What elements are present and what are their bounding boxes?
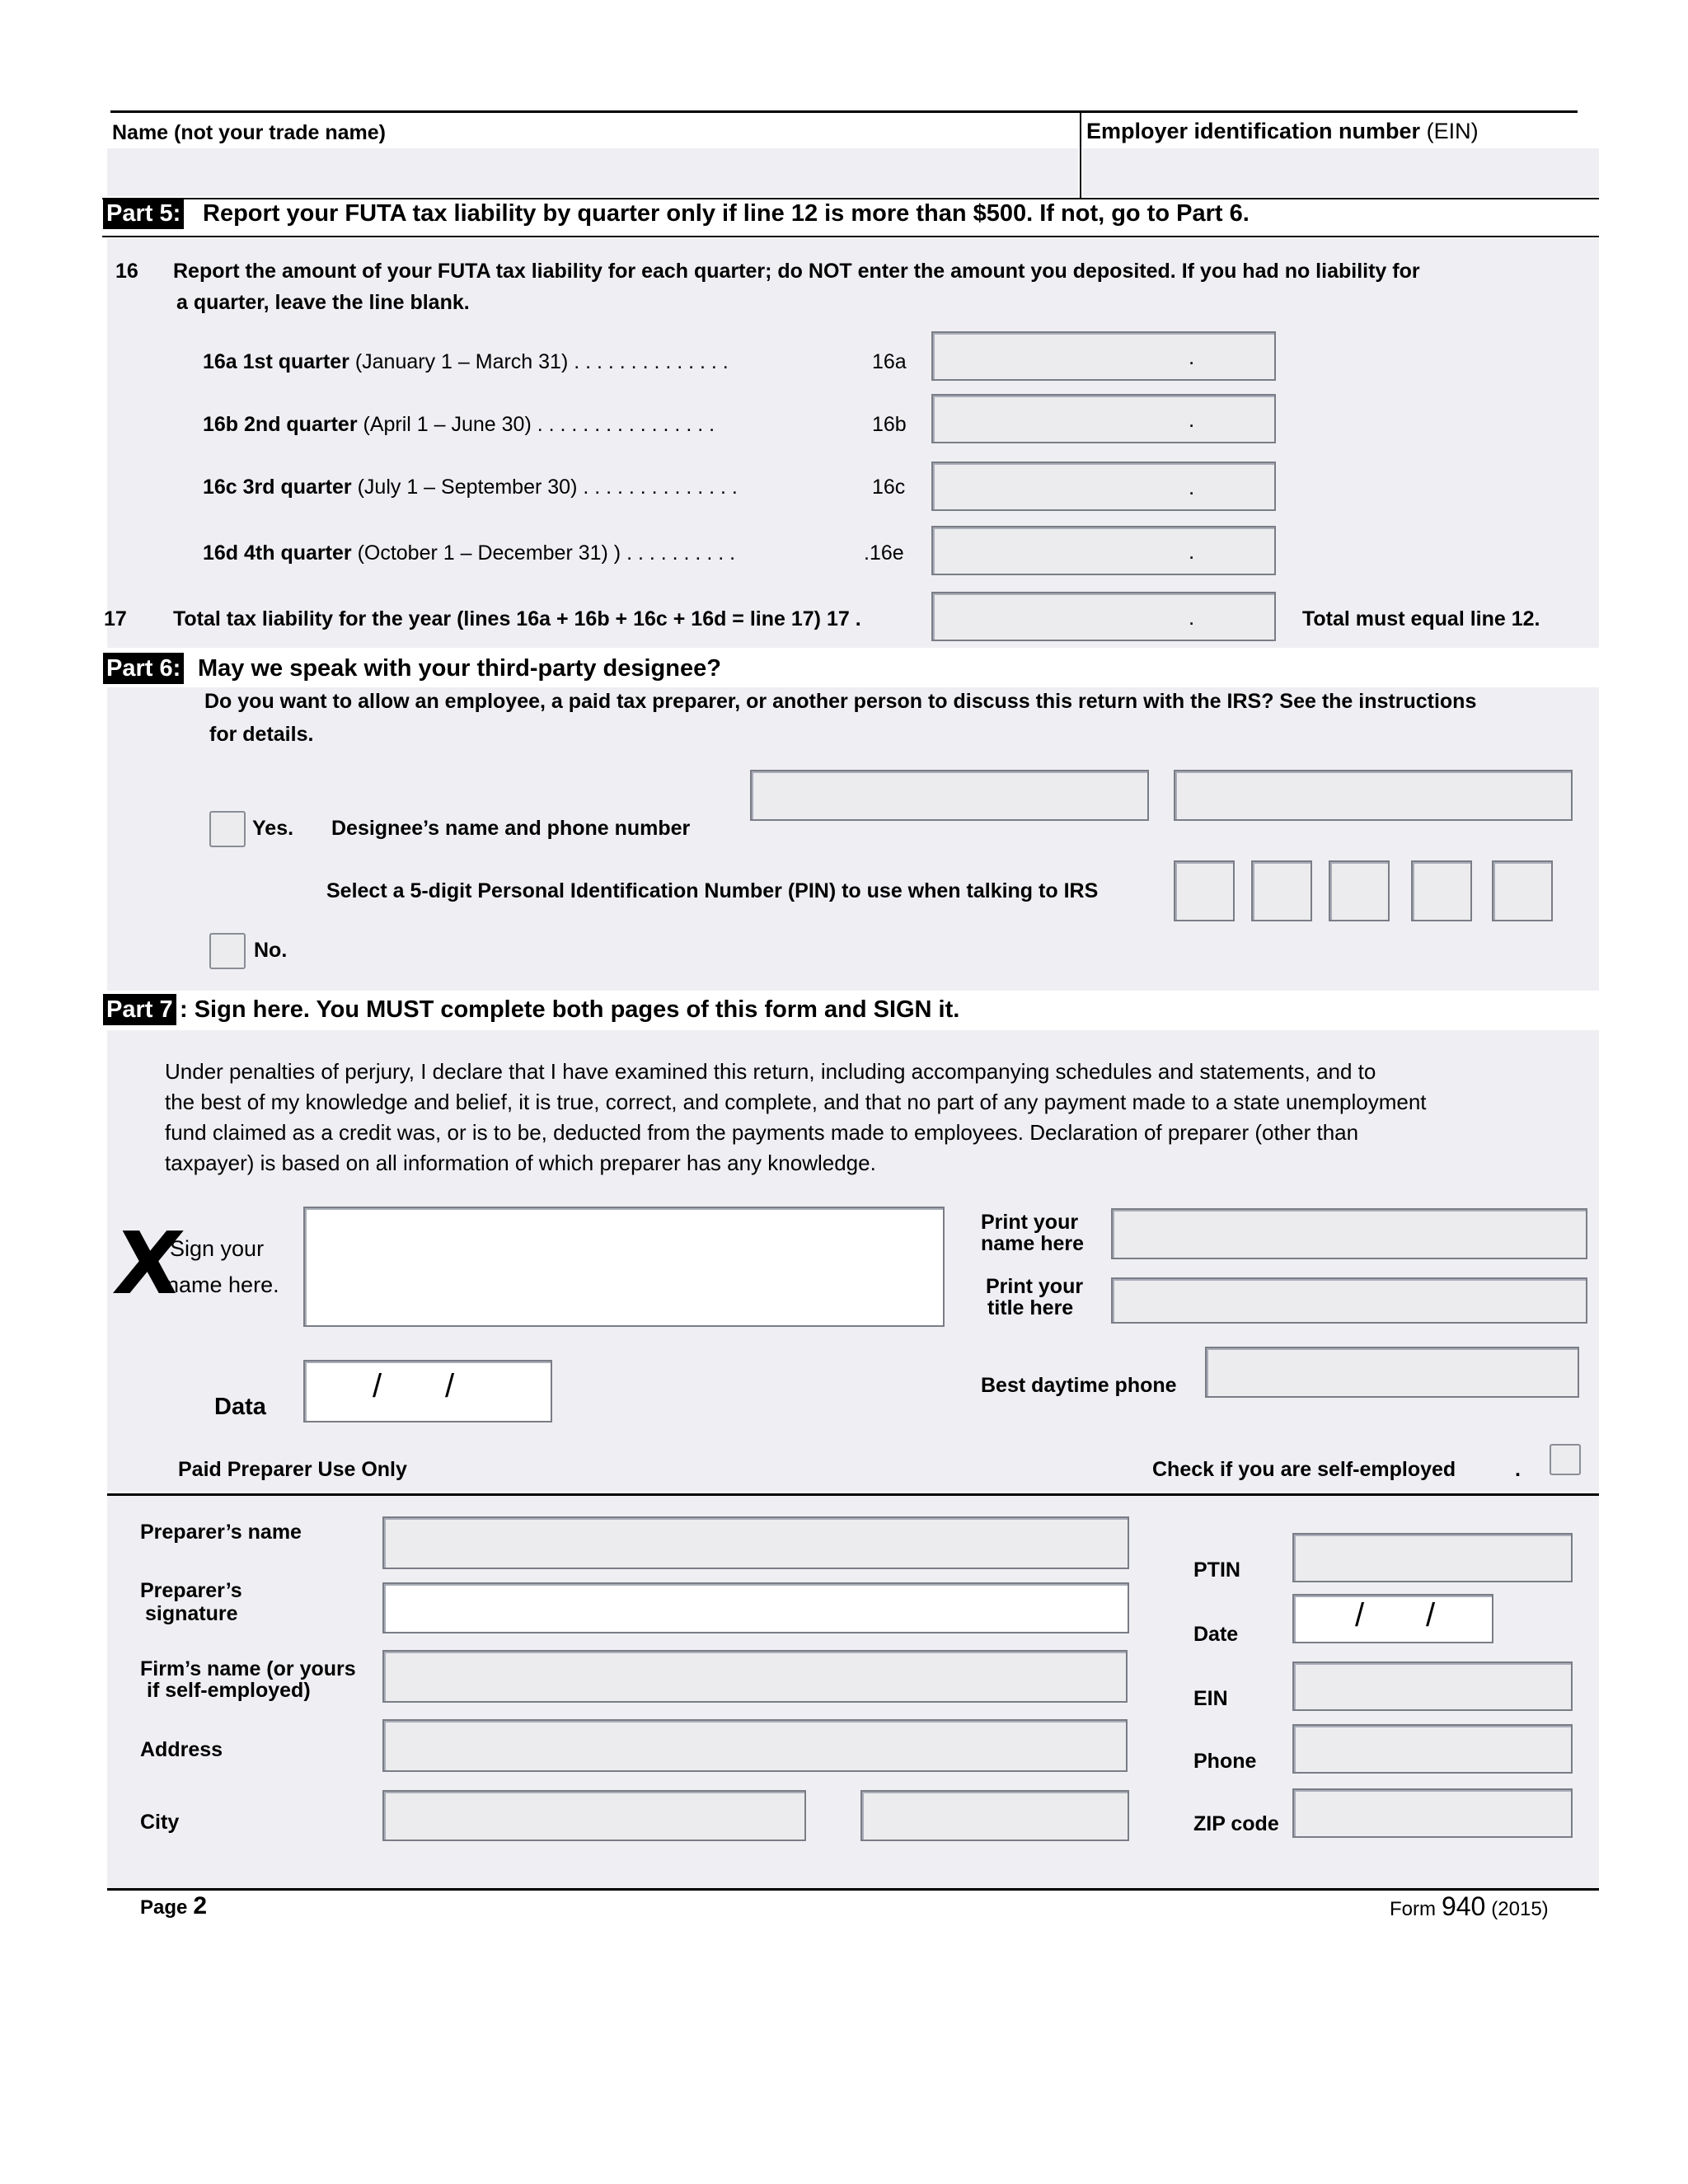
- preparer-phone-field[interactable]: [1292, 1724, 1573, 1774]
- perjury-line-3: fund claimed as a credit was, or is to be, deducted from the payments made to employees. Declaration of preparer (other than: [165, 1120, 1359, 1145]
- page-num: 2: [193, 1892, 208, 1919]
- state-field[interactable]: [860, 1790, 1129, 1841]
- q3-range: (July 1 – September 30) . . . . . . . . . . . . . .: [357, 476, 738, 499]
- preparer-date-slash-2: /: [1426, 1597, 1436, 1633]
- preparer-phone-label: Phone: [1193, 1750, 1257, 1773]
- designee-label: Designee’s name and phone number: [331, 817, 691, 840]
- paid-preparer-label: Paid Preparer Use Only: [178, 1458, 407, 1481]
- date-slash-2: /: [445, 1368, 455, 1404]
- preparer-ein-label: EIN: [1193, 1687, 1228, 1710]
- q2-row: [203, 412, 715, 437]
- preparer-ein-field[interactable]: [1292, 1661, 1573, 1711]
- page-number: [140, 1894, 207, 1920]
- best-phone-label: Best daytime phone: [981, 1374, 1177, 1397]
- signature-box[interactable]: [303, 1207, 945, 1327]
- line17-amount-field[interactable]: [931, 592, 1276, 641]
- preparer-date-field[interactable]: [1292, 1594, 1493, 1643]
- pin-label: Select a 5-digit Personal Identification Number (PIN) to use when talking to IRS: [326, 879, 1099, 902]
- sign-label-2: name here.: [166, 1272, 279, 1297]
- q4-decimal: .: [1189, 539, 1195, 564]
- q1-range: (January 1 – March 31) . . . . . . . . . . . . . .: [354, 350, 729, 373]
- q3-row: [203, 475, 738, 499]
- q2-code: 16b: [872, 413, 907, 436]
- preparer-sig-label-2: signature: [145, 1602, 238, 1625]
- pin-digit-1[interactable]: [1174, 860, 1235, 921]
- part5-label: Part 5:: [103, 198, 184, 229]
- no-checkbox[interactable]: [209, 933, 246, 969]
- name-field-shade[interactable]: [107, 148, 1078, 196]
- preparer-date-label: Date: [1193, 1623, 1239, 1646]
- print-title-label-2: title here: [987, 1296, 1074, 1319]
- line17-decimal: .: [1189, 605, 1195, 630]
- part5-title: Report your FUTA tax liability by quarter only if line 12 is more than $500. If not, go to Part 6.: [203, 200, 1250, 227]
- line16-text-1: Report the amount of your FUTA tax liability for each quarter; do NOT enter the amount you deposited. If you had no liability for: [173, 260, 1420, 283]
- city-label: City: [140, 1811, 180, 1834]
- perjury-line-1: Under penalties of perjury, I declare that I have examined this return, including accompanying schedules and statements, and to: [165, 1059, 1376, 1084]
- q3-amount-field[interactable]: [931, 462, 1276, 511]
- part6-label: Part 6:: [103, 653, 184, 684]
- q4-code: .16e: [864, 541, 904, 565]
- pin-digit-5[interactable]: [1492, 860, 1553, 921]
- preparer-signature-field[interactable]: [382, 1582, 1129, 1633]
- date-label: Data: [214, 1394, 266, 1420]
- self-employed-dot: .: [1515, 1458, 1521, 1481]
- sign-label-1: Sign your: [170, 1236, 265, 1261]
- yes-label: Yes.: [252, 817, 294, 840]
- preparer-name-field[interactable]: [382, 1516, 1129, 1569]
- pin-digit-3[interactable]: [1329, 860, 1390, 921]
- q4-amount-field[interactable]: [931, 526, 1276, 575]
- firm-name-field[interactable]: [382, 1650, 1128, 1703]
- date-field[interactable]: [303, 1360, 552, 1422]
- q3-code: 16c: [872, 476, 906, 499]
- form-label: Form: [1390, 1898, 1436, 1920]
- preparer-name-label: Preparer’s name: [140, 1521, 302, 1544]
- q1-decimal: .: [1189, 344, 1195, 369]
- preparer-date-slash-1: /: [1355, 1597, 1365, 1633]
- ptin-field[interactable]: [1292, 1533, 1573, 1582]
- q2-decimal: .: [1189, 407, 1195, 432]
- q2-amount-field[interactable]: [931, 394, 1276, 443]
- designee-name-field[interactable]: [750, 770, 1149, 821]
- q4-name: 16d 4th quarter: [203, 541, 352, 565]
- part6-question-2: for details.: [209, 723, 314, 746]
- part5-rule-bottom: [102, 236, 1599, 237]
- address-label: Address: [140, 1738, 223, 1761]
- q3-decimal: .: [1189, 475, 1195, 499]
- top-rule: [110, 110, 1578, 113]
- part7-label: Part 7: [103, 994, 176, 1025]
- form-num: 940: [1441, 1891, 1486, 1921]
- zip-label: ZIP code: [1193, 1812, 1279, 1835]
- print-title-field[interactable]: [1111, 1277, 1587, 1324]
- self-employed-checkbox[interactable]: [1550, 1444, 1581, 1475]
- city-field[interactable]: [382, 1790, 806, 1841]
- firm-label-1: Firm’s name (or yours: [140, 1657, 356, 1680]
- q2-range: (April 1 – June 30) . . . . . . . . . . . . . . . .: [363, 413, 715, 436]
- print-title-label-1: Print your: [986, 1275, 1084, 1298]
- q2-name: 16b 2nd quarter: [203, 413, 358, 436]
- form-year: (2015): [1491, 1898, 1549, 1920]
- ein-field-shade[interactable]: [1083, 148, 1599, 196]
- perjury-line-2: the best of my knowledge and belief, it is true, correct, and complete, and that no part of any payment made to a state unemployment: [165, 1090, 1427, 1114]
- zip-field[interactable]: [1292, 1788, 1573, 1838]
- ein-abbr: (EIN): [1426, 119, 1479, 143]
- line17-number: 17: [104, 607, 127, 630]
- self-employed-label: Check if you are self-employed: [1152, 1458, 1456, 1481]
- no-label: No.: [254, 939, 288, 962]
- form-id: [1390, 1891, 1549, 1922]
- header-divider: [1080, 110, 1081, 198]
- line16-text-2: a quarter, leave the line blank.: [176, 291, 470, 314]
- best-phone-field[interactable]: [1205, 1347, 1579, 1398]
- perjury-statement: [165, 1057, 1558, 1179]
- date-slash-1: /: [373, 1368, 382, 1404]
- yes-checkbox[interactable]: [209, 811, 246, 847]
- q1-code: 16a: [872, 350, 907, 373]
- preparer-sig-label-1: Preparer’s: [140, 1579, 242, 1602]
- footer-rule: [107, 1888, 1599, 1891]
- part6-question-1: Do you want to allow an employee, a paid tax preparer, or another person to discuss this return with the IRS? See the instructions: [204, 690, 1477, 713]
- part7-title: : Sign here. You MUST complete both pages of this form and SIGN it.: [180, 996, 960, 1023]
- firm-label-2: if self-employed): [147, 1679, 311, 1702]
- q1-amount-field[interactable]: [931, 331, 1276, 381]
- line17-note: Total must equal line 12.: [1302, 607, 1540, 630]
- q4-row: [203, 541, 735, 565]
- q4-range: (October 1 – December 31) ) . . . . . . . . . .: [357, 541, 736, 565]
- pin-digit-4[interactable]: [1411, 860, 1472, 921]
- q3-name: 16c 3rd quarter: [203, 476, 352, 499]
- line17-text: Total tax liability for the year (lines 16a + 16b + 16c + 16d = line 17) 17 .: [173, 607, 861, 630]
- print-name-label-1: Print your: [981, 1211, 1079, 1234]
- ein-label-text: Employer identification number: [1086, 119, 1421, 143]
- ein-label: [1086, 119, 1479, 143]
- q1-name: 16a 1st quarter: [203, 350, 349, 373]
- ptin-label: PTIN: [1193, 1558, 1240, 1582]
- part6-title: May we speak with your third-party designee?: [198, 655, 721, 682]
- q1-row: [203, 349, 729, 374]
- pin-digit-2[interactable]: [1251, 860, 1312, 921]
- print-name-label-2: name here: [981, 1232, 1085, 1255]
- print-name-field[interactable]: [1111, 1208, 1587, 1259]
- address-field[interactable]: [382, 1719, 1128, 1772]
- perjury-line-4: taxpayer) is based on all information of which preparer has any knowledge.: [165, 1151, 876, 1175]
- name-label: Name (not your trade name): [112, 121, 387, 144]
- x-mark: X: [108, 1213, 189, 1314]
- page-label: Page: [140, 1896, 188, 1919]
- line16-number: 16: [115, 260, 138, 283]
- designee-phone-field[interactable]: [1174, 770, 1573, 821]
